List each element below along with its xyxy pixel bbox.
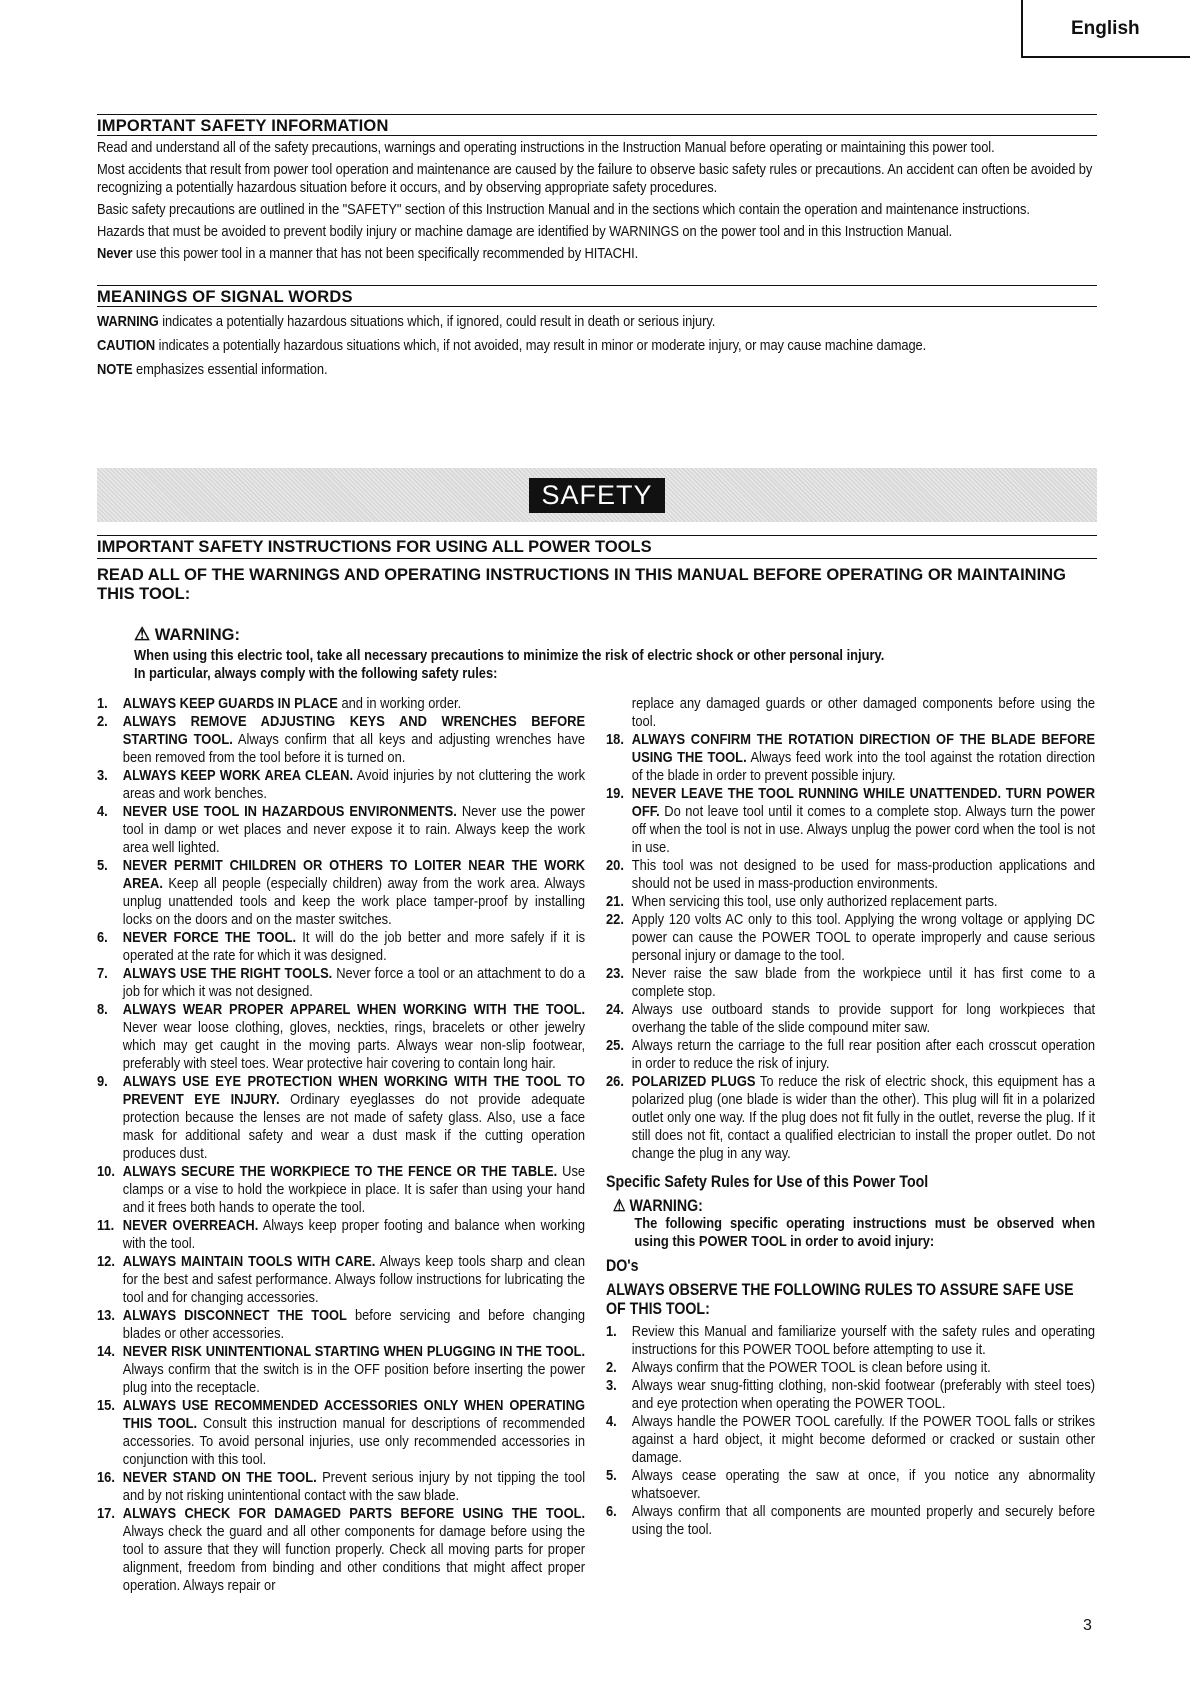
item-text: NEVER STAND ON THE TOOL. Prevent serious injury by not tipping the tool and by not risking unintentional contact with the saw blade. xyxy=(122,1469,586,1504)
paragraph: Basic safety precautions are outlined in the "SAFETY" section of this Instruction Manual and in the sections which contain the operation and maintenance instructions. xyxy=(97,201,1030,218)
item-text: ALWAYS USE THE RIGHT TOOLS. Never force a tool or an attachment to do a job for which it was not designed. xyxy=(122,965,586,1000)
important-info-heading: IMPORTANT SAFETY INFORMATION xyxy=(97,114,1097,136)
rule-17-continued: replace any damaged guards or other damaged components before using the tool. xyxy=(631,695,1096,730)
item-text: Always confirm that all components are mounted properly and securely before using the tool. xyxy=(631,1503,1096,1538)
list-item xyxy=(606,785,1095,857)
item-text: ALWAYS WEAR PROPER APPAREL WHEN WORKING WITH THE TOOL. Never wear loose clothing, gloves, neckties, rings, bracelets or other jewelry which may get caught in the moving parts. Always wear non-slip footwear, preferably with steel toes. Wear protective hair covering to contain long hair. xyxy=(122,1001,586,1072)
item-text: NEVER FORCE THE TOOL. It will do the job better and more safely if it is operated at the rate for which it was designed. xyxy=(122,929,586,964)
list-item xyxy=(97,929,585,965)
signal-words-heading: MEANINGS OF SIGNAL WORDS xyxy=(97,285,1097,307)
item-text: ALWAYS MAINTAIN TOOLS WITH CARE. Always keep tools sharp and clean for the best and safest performance. Always follow instructions for lubricating the tool and for changing accessories. xyxy=(122,1253,586,1306)
warning-text-2: The following specific operating instructions must be observed when using this POWER TOOL in order to avoid injury: xyxy=(634,1215,1096,1250)
warning-triangle-icon: ⚠ xyxy=(134,624,151,644)
list-item xyxy=(606,911,1095,965)
always-observe-heading: ALWAYS OBSERVE THE FOLLOWING RULES TO ASSURE SAFE USE OF THIS TOOL: xyxy=(606,1281,1074,1318)
list-item xyxy=(606,731,1095,785)
item-number: 6. xyxy=(97,929,108,946)
item-text: When servicing this tool, use only authorized replacement parts. xyxy=(631,893,998,910)
paragraph: Most accidents that result from power tool operation and maintenance are caused by the failure to observe basic safety rules or precautions. An accident can often be avoided by recognizing a potentially hazardous situation before it occurs, and by observing appropriate safety procedures. xyxy=(97,161,1093,196)
item-number: 4. xyxy=(97,803,108,820)
item-text: ALWAYS USE RECOMMENDED ACCESSORIES ONLY WHEN OPERATING THIS TOOL. Consult this instruction manual for descriptions of recommended accessories. To avoid personal injuries, use only recommended accessories in conjunction with this tool. xyxy=(122,1397,586,1468)
item-number: 3. xyxy=(97,767,108,784)
list-item xyxy=(97,1163,585,1217)
list-item xyxy=(97,1505,585,1595)
item-text: Always use outboard stands to provide support for long workpieces that overhang the table of the slide compound miter saw. xyxy=(631,1001,1096,1036)
item-number: 17. xyxy=(97,1505,115,1522)
list-item xyxy=(606,965,1095,1001)
safety-banner xyxy=(97,468,1097,522)
paragraph: Read and understand all of the safety precautions, warnings and operating instructions in the Instruction Manual before operating or maintaining this power tool. xyxy=(97,139,995,156)
list-item xyxy=(97,1469,585,1505)
warning-title-2: ⚠ WARNING: xyxy=(612,1197,703,1215)
item-text: Always cease operating the saw at once, if you notice any abnormality whatsoever. xyxy=(631,1467,1096,1502)
page-number: 3 xyxy=(1083,1617,1092,1634)
list-item xyxy=(606,695,1095,731)
item-number: 26. xyxy=(606,1073,624,1090)
warning-title: ⚠ WARNING: xyxy=(134,624,240,644)
item-number: 10. xyxy=(97,1163,115,1180)
rules-right-column xyxy=(606,695,1095,1539)
item-text: ALWAYS DISCONNECT THE TOOL before servicing and before changing blades or other accessories. xyxy=(122,1307,586,1342)
list-item xyxy=(606,1037,1095,1073)
important-info-body xyxy=(97,139,1097,263)
paragraph: Never use this power tool in a manner that has not been specifically recommended by HITACHI. xyxy=(97,245,639,262)
item-number: 15. xyxy=(97,1397,115,1414)
item-text: Always handle the POWER TOOL carefully. If the POWER TOOL falls or strikes against a hard object, it might become deformed or cracked or sustain other damage. xyxy=(631,1413,1096,1466)
list-item xyxy=(606,1359,1095,1377)
item-number: 3. xyxy=(606,1377,617,1394)
list-item xyxy=(97,803,585,857)
item-number: 8. xyxy=(97,1001,108,1018)
item-text: This tool was not designed to be used for mass-production applications and should not be used in mass-production environments. xyxy=(631,857,1096,892)
list-item xyxy=(606,1001,1095,1037)
dos-heading: DO's xyxy=(606,1257,639,1275)
list-item xyxy=(606,1323,1095,1359)
item-number: 5. xyxy=(97,857,108,874)
item-text: ALWAYS CONFIRM THE ROTATION DIRECTION OF THE BLADE BEFORE USING THE TOOL. Always feed work into the tool against the rotation direction of the blade in order to prevent possible injury. xyxy=(631,731,1096,784)
list-item xyxy=(606,1377,1095,1413)
specific-rules-heading: Specific Safety Rules for Use of this Power Tool xyxy=(606,1173,929,1191)
warning-triangle-icon: ⚠ xyxy=(612,1197,626,1215)
item-number: 16. xyxy=(97,1469,115,1486)
list-item xyxy=(97,695,585,713)
signal-word-item: WARNING indicates a potentially hazardous situations which, if ignored, could result in death or serious injury. xyxy=(97,313,716,330)
item-text: ALWAYS REMOVE ADJUSTING KEYS AND WRENCHES BEFORE STARTING TOOL. Always confirm that all keys and adjusting wrenches have been removed from the tool before it is turned on. xyxy=(122,713,586,766)
warning-box xyxy=(134,624,1094,683)
item-number: 24. xyxy=(606,1001,624,1018)
item-text: ALWAYS KEEP WORK AREA CLEAN. Avoid injuries by not cluttering the work areas and work benches. xyxy=(122,767,586,802)
warning-text: When using this electric tool, take all necessary precautions to minimize the risk of electric shock or other personal injury. In particular, always comply with the following safety rules: xyxy=(134,647,885,682)
signal-word-item: NOTE emphasizes essential information. xyxy=(97,361,328,378)
list-item xyxy=(606,1467,1095,1503)
item-number: 6. xyxy=(606,1503,617,1520)
item-number: 22. xyxy=(606,911,624,928)
item-text: Apply 120 volts AC only to this tool. Applying the wrong voltage or applying DC power can cause the POWER TOOL to operate improperly and cause serious personal injury or damage to the tool. xyxy=(631,911,1096,964)
item-text: NEVER PERMIT CHILDREN OR OTHERS TO LOITER NEAR THE WORK AREA. Keep all people (especially children) away from the work area. Always unplug unattended tools and keep the work place tamper-proof by installing locks on the doors and on the master switches. xyxy=(122,857,586,928)
signal-word-item: CAUTION indicates a potentially hazardous situations which, if not avoided, may result in minor or moderate injury, or may cause machine damage. xyxy=(97,337,927,354)
list-item xyxy=(97,767,585,803)
warning-box-2 xyxy=(606,1197,1095,1251)
list-item xyxy=(97,1217,585,1253)
item-number: 2. xyxy=(97,713,108,730)
item-text: Always wear snug-fitting clothing, non-skid footwear (preferably with steel toes) and eye protection when operating the POWER TOOL. xyxy=(631,1377,1096,1412)
list-item xyxy=(97,965,585,1001)
list-item xyxy=(606,1503,1095,1539)
item-number: 9. xyxy=(97,1073,108,1090)
list-item xyxy=(97,857,585,929)
signal-words-body xyxy=(97,313,1097,379)
item-number: 1. xyxy=(606,1323,617,1340)
item-number: 12. xyxy=(97,1253,115,1270)
item-text: NEVER LEAVE THE TOOL RUNNING WHILE UNATTENDED. TURN POWER OFF. Do not leave tool until it comes to a complete stop. Always turn the power off when the tool is not in use. Always unplug the power cord when the tool is not in use. xyxy=(631,785,1096,856)
item-number: 4. xyxy=(606,1413,617,1430)
list-item xyxy=(97,1253,585,1307)
item-text: NEVER OVERREACH. Always keep proper footing and balance when working with the tool. xyxy=(122,1217,586,1252)
list-item xyxy=(97,1001,585,1073)
item-number: 25. xyxy=(606,1037,624,1054)
safety-title: SAFETY xyxy=(529,478,664,513)
item-text: Always return the carriage to the full rear position after each crosscut operation in order to reduce the risk of injury. xyxy=(631,1037,1096,1072)
item-number: 20. xyxy=(606,857,624,874)
item-number: 18. xyxy=(606,731,624,748)
item-number: 11. xyxy=(97,1217,115,1234)
language-label: English xyxy=(1071,18,1140,39)
item-number: 5. xyxy=(606,1467,617,1484)
item-text: ALWAYS SECURE THE WORKPIECE TO THE FENCE OR THE TABLE. Use clamps or a vise to hold the workpiece in place. It is safer than using your hand and it frees both hands to operate the tool. xyxy=(122,1163,586,1216)
list-item xyxy=(606,1073,1095,1163)
list-item xyxy=(606,1413,1095,1467)
item-number: 13. xyxy=(97,1307,115,1324)
item-text: ALWAYS USE EYE PROTECTION WHEN WORKING WITH THE TOOL TO PREVENT EYE INJURY. Ordinary eyeglasses do not provide adequate protection because the lenses are not made of safety glass. Also, use a face mask for additional safety and wear a dust mask if the cutting operation produces dust. xyxy=(122,1073,586,1162)
language-tab xyxy=(1021,0,1190,58)
item-number: 7. xyxy=(97,965,108,982)
item-number: 14. xyxy=(97,1343,115,1360)
list-item xyxy=(97,1073,585,1163)
item-text: POLARIZED PLUGS To reduce the risk of electric shock, this equipment has a polarized plug (one blade is wider than the other). This plug will fit in a polarized outlet only one way. If the plug does not fit fully in the outlet, reverse the plug. If it still does not fit, contact a qualified electrician to install the proper outlet. Do not change the plug in any way. xyxy=(631,1073,1096,1162)
item-text: ALWAYS CHECK FOR DAMAGED PARTS BEFORE USING THE TOOL. Always check the guard and all other components for damage before using the tool to assure that they will function properly. Check all moving parts for proper alignment, freedom from binding and other conditions that might affect proper operation. Always repair or xyxy=(122,1505,586,1594)
item-text: Review this Manual and familiarize yourself with the safety rules and operating instructions for this POWER TOOL before attempting to use it. xyxy=(631,1323,1096,1358)
item-text: NEVER USE TOOL IN HAZARDOUS ENVIRONMENTS. Never use the power tool in damp or wet places and never expose it to rain. Always keep the work area well lighted. xyxy=(122,803,586,856)
item-number: 19. xyxy=(606,785,624,802)
item-number: 21. xyxy=(606,893,624,910)
power-tools-heading: IMPORTANT SAFETY INSTRUCTIONS FOR USING ALL POWER TOOLS xyxy=(97,535,1097,559)
item-number: 23. xyxy=(606,965,624,982)
rules-left-column xyxy=(97,695,585,1595)
read-all-notice: READ ALL OF THE WARNINGS AND OPERATING INSTRUCTIONS IN THIS MANUAL BEFORE OPERATING OR MAINTAINING THIS TOOL: xyxy=(97,566,1066,603)
item-number: 2. xyxy=(606,1359,617,1376)
list-item xyxy=(97,713,585,767)
item-text: Always confirm that the POWER TOOL is clean before using it. xyxy=(631,1359,991,1376)
list-item xyxy=(97,1307,585,1343)
important-info-section xyxy=(97,114,1097,379)
list-item xyxy=(97,1343,585,1397)
item-number: 1. xyxy=(97,695,108,712)
list-item xyxy=(606,857,1095,893)
item-text: ALWAYS KEEP GUARDS IN PLACE and in working order. xyxy=(122,695,462,712)
item-text: NEVER RISK UNINTENTIONAL STARTING WHEN PLUGGING IN THE TOOL. Always confirm that the switch is in the OFF position before inserting the power plug into the receptacle. xyxy=(122,1343,586,1396)
list-item xyxy=(97,1397,585,1469)
paragraph: Hazards that must be avoided to prevent bodily injury or machine damage are identified by WARNINGS on the power tool and in this Instruction Manual. xyxy=(97,223,953,240)
list-item xyxy=(606,893,1095,911)
item-text: Never raise the saw blade from the workpiece until it has first come to a complete stop. xyxy=(631,965,1096,1000)
